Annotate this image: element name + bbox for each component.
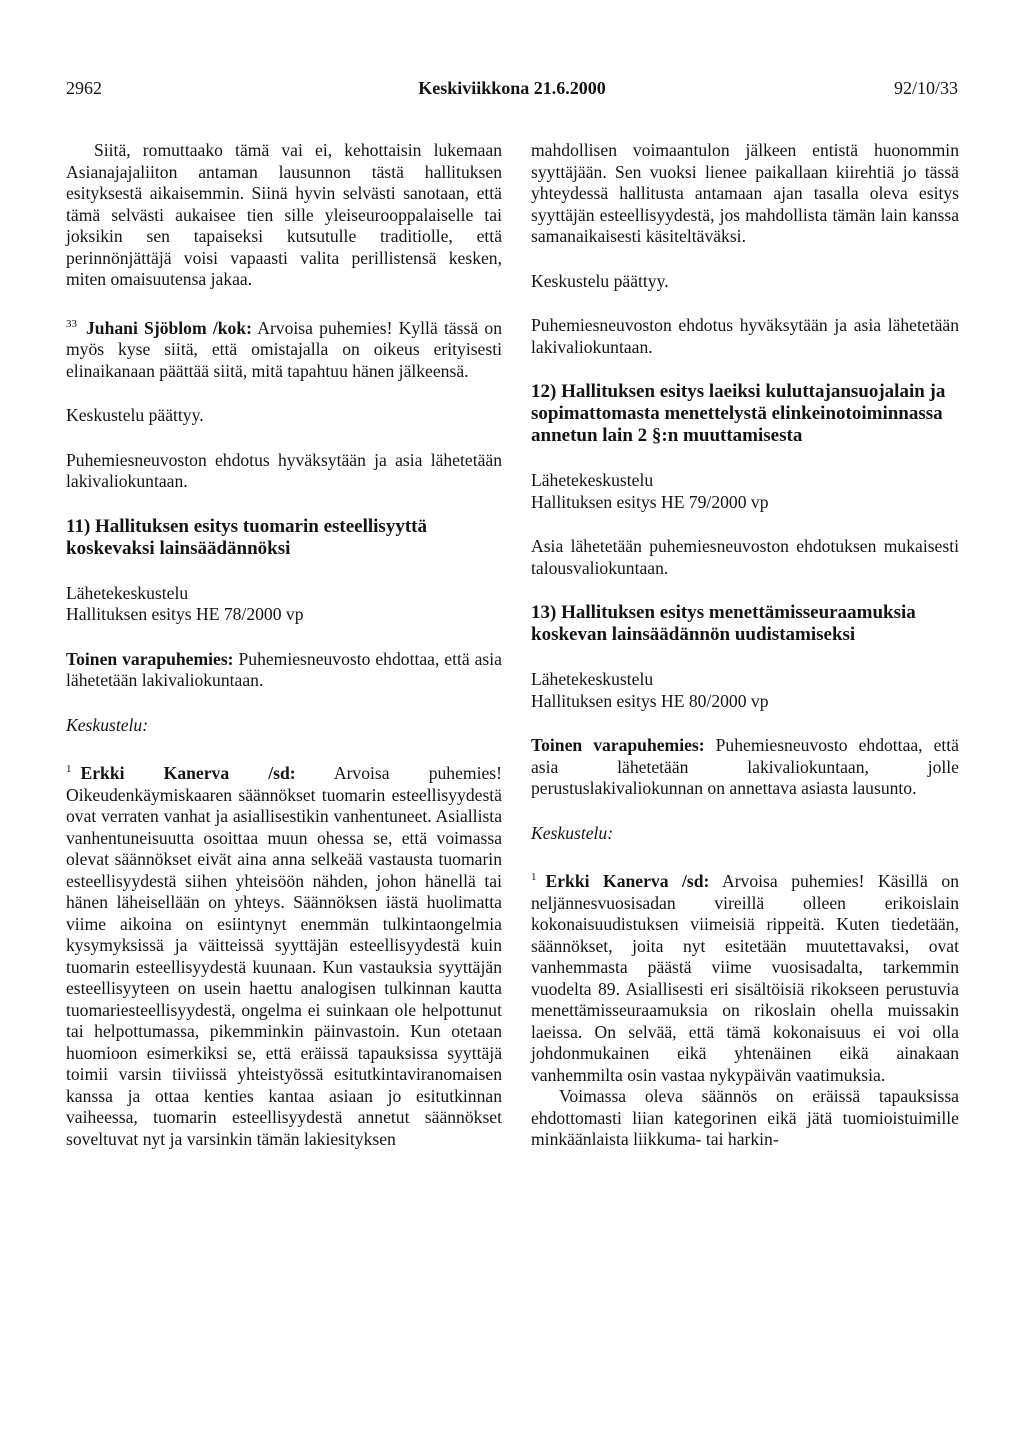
speech-number: 1 (66, 763, 72, 775)
statement-text: Puhemiesneuvosto ehdottaa, että asia lähetetään lakivaliokuntaan, jolle perustuslakivaliokunnan on annettava asiasta lausunto. (531, 735, 959, 798)
right-column (531, 140, 959, 1174)
speaker-name: Erkki Kanerva /sd: (80, 763, 296, 783)
left-column (66, 140, 502, 1173)
speech-number: 1 (531, 871, 537, 883)
paragraph: Voimassa oleva säännös on eräissä tapauksissa ehdottomasti liian kategorinen eikä jätä tuomioistuimille minkäänlaista liikkuma- tai harkin- (531, 1086, 959, 1149)
session-reference: 92/10/33 (893, 78, 958, 98)
speech-number: 33 (66, 317, 77, 330)
speaker-name: Erkki Kanerva /sd: (545, 871, 710, 891)
discussion-closed: Keskustelu päättyy. (531, 270, 669, 291)
paragraph: mahdollisen voimaantulon jälkeen entistä huonommin syyttäjään. Sen vuoksi lienee paikallaan kiirehtiä jo tässä yhteydessä hallitusta antamaan ajan tasalla oleva esitys syyttäjän esteellisyydestä, jos mahdollista tämän lain kanssa samanaikaisesti käsiteltäväksi. (531, 140, 959, 246)
speech-text: Arvoisa puhemies! Kyllä tässä on myös kyse siitä, että omistajalla on oikeus erityisesti elinaikanaan päättää siitä, mitä tapahtuu hänen jälkeensä. (66, 317, 502, 381)
speech-sjoblom (66, 314, 502, 383)
page-header (66, 78, 958, 108)
speaker-name: Juhani Sjöblom /kok: (86, 317, 252, 338)
agenda-item-13-title: 13) Hallituksen esitys menettämisseuraamuksia koskevan lainsäädännön uudistamiseksi (531, 602, 916, 645)
statement-text: Puhemiesneuvosto ehdottaa, että asia lähetetään lakivaliokuntaan. (66, 648, 502, 690)
decision-text: Asia lähetetään puhemiesneuvoston ehdotuksen mukaisesti talousvaliokuntaan. (531, 536, 959, 578)
paragraph: Siitä, romuttaako tämä vai ei, kehottaisin lukemaan Asianajajaliiton antaman lausunnon tästä hallituksen esityksestä aikaisemmin. Siinä hyvin selvästi sanotaan, että tämä selvästi aukaisee tien sille yleiseurooppalaiselle tai joksikin sen tapaiseksi kutsutulle traditiolle, että perinnönjättäjä voisi vapaasti valita perillistensä kesken, miten omaisuutensa jakaa. (66, 140, 502, 289)
decision-text: Puhemiesneuvoston ehdotus hyväksytään ja asia lähetetään lakivaliokuntaan. (531, 315, 959, 357)
debate-type: Lähetekeskustelu (531, 669, 654, 689)
agenda-item-12-title: 12) Hallituksen esitys laeiksi kuluttajansuojalain ja sopimattomasta menettelystä elinkeinotoiminnassa annetun lain 2 §:n muuttamisesta (531, 381, 946, 446)
deputy-speaker-statement (66, 649, 502, 692)
agenda-item-11-title: 11) Hallituksen esitys tuomarin esteellisyyttä koskevaksi lainsäädännöksi (66, 515, 427, 559)
speech-text: Arvoisa puhemies! Käsillä on neljännesvuosisadan vireillä olleen erikoislain kokonaisuudistuksen viimeisiä rippeitä. Kuten tiedetään, säännökset, joita nyt esitetään muutettavaksi, ovat vanhemmasta päästä viime vuosisadalta, tarkemmin vuodelta 89. Asiallisesti eri sisältöisiä rikokseen perustuvia menettämisseuraamuksia on rikoslain ohella muissakin laeissa. On selvää, että tämä kokonaisuus ei voi olla johdonmukainen eikä yhtenäinen eikä ainakaan vanhemmilta osin vastaa nykypäivän vaatimuksia. (531, 871, 959, 1085)
speaker-role: Toinen varapuhemies: (66, 648, 234, 669)
bill-reference: Hallituksen esitys HE 79/2000 vp (531, 491, 769, 512)
debate-type: Lähetekeskustelu (531, 470, 654, 490)
bill-reference: Hallituksen esitys HE 78/2000 vp (66, 604, 304, 624)
discussion-closed: Keskustelu päättyy. (66, 405, 204, 425)
discussion-label: Keskustelu: (66, 714, 149, 735)
debate-type: Lähetekeskustelu (66, 582, 189, 603)
decision-text: Puhemiesneuvoston ehdotus hyväksytään ja asia lähetetään lakivaliokuntaan. (66, 449, 502, 491)
speech-kanerva (531, 867, 959, 1086)
speech-kanerva (66, 759, 502, 1150)
page-number: 2962 (66, 78, 102, 98)
speaker-role: Toinen varapuhemies: (531, 735, 705, 755)
deputy-speaker-statement (531, 735, 959, 800)
speech-text: Arvoisa puhemies! Oikeudenkäymiskaaren säännökset tuomarin esteellisyydestä ovat verraten vanhat ja asiallisestikin vanhentuneet. Asiallista vanhentuneisuutta osoittaa muun ohessa se, että voimassa olevat säännökset eivät aina anna selkeää vastausta tuomarin esteellisyydestä siihen yhteisöön nähden, johon hänellä tai hänen läheisellään on yhteys. Säännöksen iästä huolimatta viime aikoina on esiintynyt enemmän tulkintaongelmia kysymyksissä ja väitteissä syyttäjän esteellisyydestä kuin tuomarin esteellisyydestä kuunaan. Kun vastauksia syyttäjän esteellisyyteen on usein haettu analogisen tulkinnan kautta tuomariesteellisyydestä, ongelma ei suinkaan ole helpottunut tai helpottumassa, pikemminkin päinvastoin. Kun otetaan huomioon esimerkiksi se, että eräissä tapauksissa syyttäjä toimii varsin tiiviissä yhteistyössä esitutkintaviranomaisen kanssa ja ottaa kenties kantaa asiaan jo esitutkinnan vaiheessa, tuomarin esteellisyydestä annetut säännökset soveltuvat nyt ja varsinkin tämän lakiesityksen (66, 763, 503, 1149)
bill-reference: Hallituksen esitys HE 80/2000 vp (531, 690, 769, 711)
discussion-label: Keskustelu: (531, 822, 614, 843)
session-date: Keskiviikkona 21.6.2000 (418, 78, 606, 98)
